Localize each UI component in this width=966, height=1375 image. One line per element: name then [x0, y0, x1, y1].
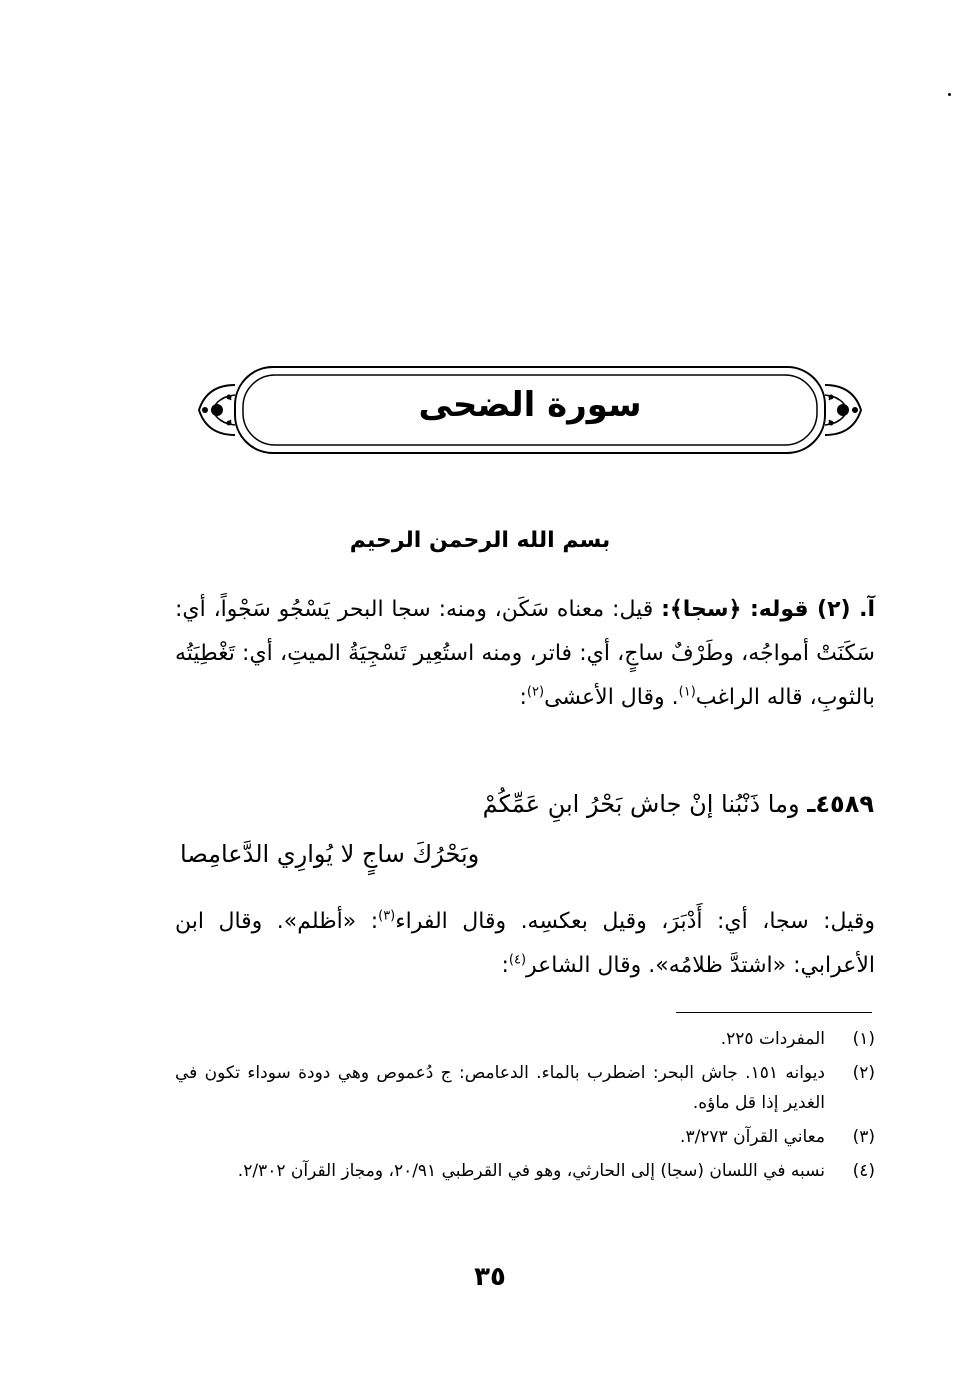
- footnote-item: [175, 1058, 875, 1118]
- footnote-text: المفردات ٢٢٥.: [720, 1029, 825, 1049]
- footnote-ref-3[interactable]: (٣): [378, 908, 396, 924]
- paragraph-a-text: قيل: معناه سَكَن، ومنه: سجا البحر يَسْجُو سَجْواً، أي: سَكَنَتْ أمواجُه، وطَرْفٌ ساجٍ، أي: فاتر، ومنه استُعِير تَسْجِيَةُ الميتِ، أي: تَغْطِيَتُه بالثوبِ، قاله الراغب: [175, 597, 875, 710]
- footnote-item: [175, 1156, 875, 1186]
- footnote-number: (٣): [852, 1127, 875, 1147]
- surah-title: سورة الضحى: [418, 385, 642, 425]
- footnote-ref-2[interactable]: (٢): [526, 684, 545, 700]
- verse-first-hemistich: وما ذَنْبُنا إنْ جاش بَحْرُ ابنِ عَمِّكُمْ: [482, 790, 800, 818]
- footnotes-section: [175, 1024, 875, 1190]
- footnote-number: (٢): [852, 1063, 875, 1083]
- verse-number: ٤٥٨٩ـ: [807, 790, 874, 818]
- paragraph-b-text-2: : «أظلم». وقال ابن الأعرابي: «اشتدَّ ظلامُه». وقال الشاعر: [175, 909, 875, 978]
- verse-reference-lead: آ. (٢) قوله: ﴿سجا﴾:: [661, 597, 875, 622]
- footnote-divider: [676, 1012, 872, 1013]
- paragraph-a-text-2: . وقال الأعشى: [544, 685, 679, 710]
- page-number: ٣٥: [474, 1262, 506, 1292]
- poetry-verse-line-1: [354, 790, 874, 818]
- floral-ornament-icon: [825, 385, 861, 435]
- footnote-text: ديوانه ١٥١. جاش البحر: اضطرب بالماء. الدعامص: ج دُعموص وهي دودة سوداء تكون في الغدير إذا قل ماؤه.: [175, 1063, 826, 1113]
- commentary-paragraph-b: [175, 900, 875, 988]
- footnote-item: [175, 1122, 875, 1152]
- poetry-verse-line-2: وبَحْرُكَ ساجٍ لا يُوارِي الدَّعامِصا: [180, 840, 480, 868]
- footnote-item: [175, 1024, 875, 1054]
- footnote-number: (٤): [852, 1161, 875, 1181]
- footnote-number: (١): [852, 1029, 875, 1049]
- paragraph-b-text: وقيل: سجا، أي: أَدْبَرَ، وقيل بعكسِه. وقال الفراء: [395, 909, 875, 934]
- stray-mark: [948, 93, 951, 96]
- commentary-paragraph-a: [175, 588, 875, 720]
- footnote-ref-1[interactable]: (١): [678, 684, 696, 700]
- footnote-ref-4[interactable]: (٤): [508, 952, 527, 968]
- basmala: بسم الله الرحمن الرحيم: [349, 528, 611, 553]
- floral-ornament-icon: [199, 385, 235, 435]
- footnote-text: معاني القرآن ٣/٢٧٣.: [680, 1127, 825, 1147]
- paragraph-b-text-3: :: [501, 953, 509, 978]
- footnote-text: نسبه في اللسان (سجا) إلى الحارثي، وهو في القرطبي ٢٠/٩١، ومجاز القرآن ٢/٣٠٢.: [237, 1161, 825, 1181]
- paragraph-a-text-3: :: [519, 685, 527, 710]
